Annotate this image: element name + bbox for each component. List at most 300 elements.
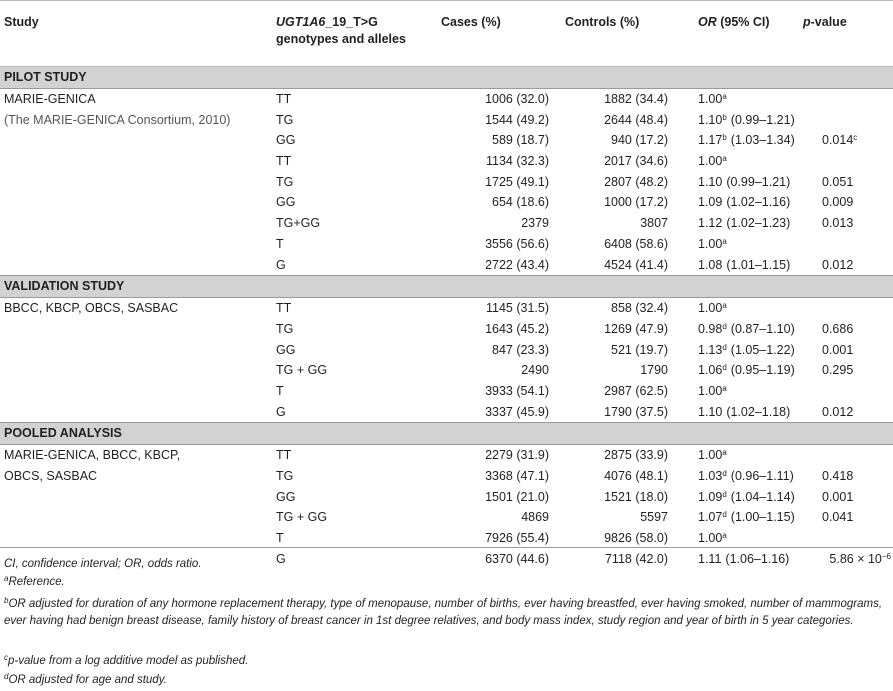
footnote-b-mark: b bbox=[4, 596, 9, 605]
cases-cell bbox=[441, 298, 565, 319]
controls-cell-text: 7118 (42.0) bbox=[604, 551, 668, 566]
or-value: 1.08 bbox=[698, 257, 723, 272]
or-footnote-mark: d bbox=[722, 363, 727, 373]
genotype-cell-text: TT bbox=[276, 301, 292, 316]
study-cell bbox=[0, 402, 276, 423]
controls-cell bbox=[565, 213, 698, 234]
or-cell bbox=[698, 528, 803, 549]
table-row bbox=[0, 89, 893, 110]
cases-cell-text: 1134 (32.3) bbox=[485, 154, 549, 169]
genotype-cell-text: G bbox=[276, 257, 286, 272]
pvalue-cell bbox=[803, 445, 893, 466]
cases-cell bbox=[441, 402, 565, 423]
footnote-c-mark: c bbox=[4, 653, 8, 662]
footnote-b-text: OR adjusted for duration of any hormone replacement therapy, type of menopause, number of births, ever having breastfed, ever having smoked, number of mammograms, ever having had benign breast disease, family history of breast cancer in 1st degree relatives, and body mass index, study region and year of birth in 5 year categories. bbox=[4, 598, 883, 627]
study-cell bbox=[0, 234, 276, 255]
controls-cell bbox=[565, 151, 698, 172]
study-cell bbox=[0, 255, 276, 276]
genotype-cell bbox=[276, 381, 441, 402]
pvalue-text: 0.051 bbox=[822, 174, 854, 189]
footnote-abbrev-text: CI, confidence interval; OR, odds ratio. bbox=[4, 558, 202, 570]
study-cell bbox=[0, 172, 276, 193]
or-cell bbox=[698, 360, 803, 381]
genotype-cell bbox=[276, 360, 441, 381]
controls-cell bbox=[565, 192, 698, 213]
genotype-cell-text: G bbox=[276, 551, 286, 566]
value-label: -value bbox=[810, 15, 847, 29]
pvalue-cell bbox=[803, 172, 893, 193]
ci-value: (0.87–1.10) bbox=[730, 321, 795, 336]
footnote-d-text: OR adjusted for age and study. bbox=[8, 674, 167, 686]
or-footnote-mark: a bbox=[722, 531, 727, 541]
study-cell bbox=[0, 487, 276, 508]
cases-cell-text: 3556 (56.6) bbox=[485, 236, 549, 251]
or-footnote-mark: d bbox=[722, 342, 727, 352]
controls-cell-text: 1521 (18.0) bbox=[604, 489, 668, 504]
cases-cell-text: 2379 bbox=[521, 216, 549, 231]
table-row bbox=[0, 360, 893, 381]
or-cell bbox=[698, 507, 803, 528]
or-cell bbox=[698, 192, 803, 213]
or-footnote-mark: b bbox=[722, 112, 727, 122]
or-value: 1.09 bbox=[698, 195, 723, 210]
table-row bbox=[0, 255, 893, 276]
genotype-cell bbox=[276, 213, 441, 234]
or-value: 1.11 bbox=[698, 551, 722, 566]
controls-cell bbox=[565, 172, 698, 193]
genotype-cell bbox=[276, 130, 441, 151]
pvalue-cell bbox=[803, 487, 893, 508]
ci-value: (1.04–1.14) bbox=[730, 489, 795, 504]
controls-cell bbox=[565, 298, 698, 319]
study-cell bbox=[0, 298, 276, 319]
controls-cell-text: 1790 (37.5) bbox=[604, 404, 668, 419]
study-cell bbox=[0, 110, 276, 131]
pvalue-cell bbox=[803, 298, 893, 319]
controls-cell-text: 521 (19.7) bbox=[611, 342, 668, 357]
pvalue-text: 0.012 bbox=[822, 404, 854, 419]
footnote-a-text: Reference. bbox=[8, 576, 65, 588]
table-row bbox=[0, 151, 893, 172]
study-cell-text: MARIE-GENICA bbox=[4, 92, 96, 106]
table-row bbox=[0, 381, 893, 402]
cases-cell bbox=[441, 319, 565, 340]
genotype-cell-text: G bbox=[276, 404, 286, 419]
table-row bbox=[0, 192, 893, 213]
or-value: 1.00 bbox=[698, 236, 723, 251]
or-value: 1.00 bbox=[698, 531, 723, 546]
controls-cell bbox=[565, 89, 698, 110]
pvalue-text: 5.86 × 10 bbox=[829, 551, 882, 566]
pvalue-cell bbox=[803, 151, 893, 172]
or-footnote-mark: b bbox=[722, 133, 727, 143]
controls-cell-text: 3807 bbox=[640, 216, 668, 231]
ci-value: (1.02–1.23) bbox=[726, 216, 791, 231]
ci-value: (0.95–1.19) bbox=[730, 363, 795, 378]
controls-cell-text: 940 (17.2) bbox=[611, 133, 668, 148]
or-value: 1.09 bbox=[698, 489, 723, 504]
footnote-c bbox=[4, 654, 888, 669]
ci-value: (0.96–1.11) bbox=[730, 469, 794, 483]
genotype-cell-text: T bbox=[276, 383, 284, 398]
or-value: 1.03 bbox=[698, 469, 723, 483]
controls-cell bbox=[565, 487, 698, 508]
genotype-cell-text: TG bbox=[276, 174, 294, 189]
header-pvalue bbox=[803, 1, 893, 67]
controls-cell-text: 2644 (48.4) bbox=[604, 112, 668, 127]
cases-cell-text: 2490 bbox=[521, 363, 549, 378]
or-cell bbox=[698, 319, 803, 340]
cases-cell-text: 3933 (54.1) bbox=[485, 383, 549, 398]
gene-name: UGT1A6 bbox=[276, 15, 326, 29]
table-row bbox=[0, 528, 893, 549]
or-value: 0.98 bbox=[698, 321, 723, 336]
pvalue-text: 0.686 bbox=[822, 321, 854, 336]
controls-cell bbox=[565, 466, 698, 487]
pvalue-text: 0.001 bbox=[822, 489, 854, 504]
or-value: 1.00 bbox=[698, 383, 723, 398]
study-cell bbox=[0, 360, 276, 381]
pvalue-text: 0.001 bbox=[822, 342, 854, 357]
pvalue-footnote-mark: c bbox=[853, 133, 858, 143]
cases-cell-text: 654 (18.6) bbox=[492, 195, 549, 210]
cases-cell-text: 1006 (32.0) bbox=[485, 92, 549, 106]
or-footnote-mark: a bbox=[722, 92, 727, 101]
table-row bbox=[0, 319, 893, 340]
pvalue-cell bbox=[803, 340, 893, 361]
cases-cell bbox=[441, 445, 565, 466]
pvalue-cell bbox=[803, 402, 893, 423]
or-cell bbox=[698, 445, 803, 466]
table-row bbox=[0, 402, 893, 423]
controls-cell-text: 2017 (34.6) bbox=[604, 154, 668, 169]
pvalue-cell bbox=[803, 255, 893, 276]
genotype-cell-text: TG bbox=[276, 469, 294, 483]
or-footnote-mark: a bbox=[722, 301, 727, 311]
genotype-cell-text: T bbox=[276, 236, 284, 251]
footnote-d-mark: d bbox=[4, 672, 9, 681]
genotype-cell bbox=[276, 151, 441, 172]
or-cell bbox=[698, 487, 803, 508]
genotype-cell bbox=[276, 466, 441, 487]
or-value: 1.00 bbox=[698, 92, 723, 106]
controls-cell bbox=[565, 234, 698, 255]
pvalue-footnote-mark: −6 bbox=[881, 551, 891, 561]
or-footnote-mark: d bbox=[722, 510, 727, 520]
study-cell bbox=[0, 466, 276, 487]
pvalue-cell bbox=[803, 360, 893, 381]
or-value: 1.00 bbox=[698, 448, 723, 463]
controls-cell bbox=[565, 110, 698, 131]
pvalue-text: 0.295 bbox=[822, 363, 854, 378]
genotype-cell bbox=[276, 445, 441, 466]
cases-cell-text: 1725 (49.1) bbox=[485, 174, 549, 189]
or-label: OR bbox=[698, 15, 717, 29]
or-footnote-mark: d bbox=[722, 469, 727, 478]
footnote-c-text: p-value from a log additive model as published. bbox=[8, 655, 249, 667]
or-value: 1.13 bbox=[698, 342, 723, 357]
header-genotypes bbox=[276, 1, 441, 67]
section-title: VALIDATION STUDY bbox=[0, 276, 893, 298]
header-cases: Cases (%) bbox=[441, 1, 565, 67]
controls-cell-text: 4076 (48.1) bbox=[604, 469, 668, 483]
genotype-cell-text: TT bbox=[276, 92, 292, 106]
cases-cell bbox=[441, 89, 565, 110]
genotype-cell-text: GG bbox=[276, 489, 296, 504]
table-row bbox=[0, 507, 893, 528]
or-cell bbox=[698, 213, 803, 234]
or-footnote-mark: a bbox=[722, 236, 727, 246]
or-footnote-mark: d bbox=[722, 321, 727, 331]
ci-label: (95% CI) bbox=[716, 15, 770, 29]
section-title: PILOT STUDY bbox=[0, 67, 893, 89]
controls-cell bbox=[565, 340, 698, 361]
controls-cell-text: 2875 (33.9) bbox=[604, 448, 668, 463]
study-cell bbox=[0, 89, 276, 110]
cases-cell bbox=[441, 255, 565, 276]
controls-cell-text: 9826 (58.0) bbox=[604, 531, 668, 546]
or-value: 1.10 bbox=[698, 174, 723, 189]
genotype-cell bbox=[276, 89, 441, 110]
table-bottom-rule bbox=[0, 547, 893, 548]
genotype-cell-text: TG+GG bbox=[276, 216, 321, 231]
table-row bbox=[0, 110, 893, 131]
cases-cell bbox=[441, 507, 565, 528]
controls-cell-text: 1269 (47.9) bbox=[604, 321, 668, 336]
genotype-cell bbox=[276, 298, 441, 319]
controls-cell-text: 1790 bbox=[640, 363, 668, 378]
cases-cell bbox=[441, 360, 565, 381]
genotype-cell bbox=[276, 192, 441, 213]
section-title: POOLED ANALYSIS bbox=[0, 423, 893, 445]
ci-value: (1.03–1.34) bbox=[730, 133, 795, 148]
or-value: 1.12 bbox=[698, 216, 723, 231]
variant-name: _19_T>G bbox=[325, 15, 378, 29]
cases-cell-text: 589 (18.7) bbox=[492, 133, 549, 148]
or-cell bbox=[698, 381, 803, 402]
header-study: Study bbox=[0, 1, 276, 67]
or-footnote-mark: d bbox=[722, 489, 727, 499]
controls-cell bbox=[565, 445, 698, 466]
pvalue-cell bbox=[803, 213, 893, 234]
pvalue-text: 0.014 bbox=[822, 133, 854, 148]
controls-cell-text: 858 (32.4) bbox=[611, 301, 668, 316]
header-or bbox=[698, 1, 803, 67]
cases-cell bbox=[441, 110, 565, 131]
pvalue-cell bbox=[803, 192, 893, 213]
or-cell bbox=[698, 172, 803, 193]
pvalue-cell bbox=[803, 319, 893, 340]
controls-cell bbox=[565, 528, 698, 549]
ci-value: (0.99–1.21) bbox=[730, 112, 795, 127]
study-cell-text: BBCC, KBCP, OBCS, SASBAC bbox=[4, 301, 179, 316]
cases-cell bbox=[441, 466, 565, 487]
or-value: 1.00 bbox=[698, 154, 723, 169]
controls-cell bbox=[565, 507, 698, 528]
genotype-cell bbox=[276, 340, 441, 361]
cases-cell-text: 4869 bbox=[521, 510, 549, 525]
controls-cell-text: 1882 (34.4) bbox=[604, 92, 668, 106]
or-footnote-mark: a bbox=[722, 383, 727, 393]
genotype-cell-text: TT bbox=[276, 154, 292, 169]
cases-cell-text: 1145 (31.5) bbox=[485, 301, 549, 316]
cases-cell bbox=[441, 340, 565, 361]
pvalue-cell bbox=[803, 466, 893, 487]
cases-cell-text: 6370 (44.6) bbox=[485, 551, 549, 566]
study-cell bbox=[0, 340, 276, 361]
section-header-row bbox=[0, 276, 893, 298]
genotype-cell bbox=[276, 255, 441, 276]
genotype-cell-text: TG bbox=[276, 321, 294, 336]
ci-value: (1.01–1.15) bbox=[726, 257, 791, 272]
footnote-a-mark: a bbox=[4, 574, 9, 583]
pvalue-cell bbox=[803, 130, 893, 151]
study-cell bbox=[0, 130, 276, 151]
or-cell bbox=[698, 110, 803, 131]
footnote-b bbox=[4, 596, 888, 629]
table-row bbox=[0, 340, 893, 361]
or-value: 1.00 bbox=[698, 301, 723, 316]
pvalue-cell bbox=[803, 507, 893, 528]
cases-cell bbox=[441, 234, 565, 255]
genotype-cell-text: GG bbox=[276, 342, 296, 357]
cases-cell bbox=[441, 213, 565, 234]
cases-cell bbox=[441, 192, 565, 213]
cases-cell-text: 1501 (21.0) bbox=[485, 489, 549, 504]
cases-cell-text: 1544 (49.2) bbox=[485, 112, 549, 127]
genotypes-label: genotypes and alleles bbox=[276, 32, 406, 46]
controls-cell bbox=[565, 319, 698, 340]
study-cell bbox=[0, 192, 276, 213]
table-row bbox=[0, 298, 893, 319]
table-row bbox=[0, 172, 893, 193]
or-cell bbox=[698, 234, 803, 255]
genotype-cell-text: TG + GG bbox=[276, 363, 328, 378]
study-cell bbox=[0, 319, 276, 340]
table-row bbox=[0, 130, 893, 151]
controls-cell bbox=[565, 360, 698, 381]
ci-value: (1.05–1.22) bbox=[730, 342, 795, 357]
pvalue-cell bbox=[803, 89, 893, 110]
study-cell bbox=[0, 445, 276, 466]
cases-cell bbox=[441, 151, 565, 172]
study-cell bbox=[0, 213, 276, 234]
table-row bbox=[0, 466, 893, 487]
genotype-cell bbox=[276, 319, 441, 340]
genotype-cell-text: TG + GG bbox=[276, 510, 328, 525]
cases-cell-text: 2279 (31.9) bbox=[485, 448, 549, 463]
ci-value: (1.02–1.18) bbox=[726, 404, 791, 419]
ci-value: (1.06–1.16) bbox=[725, 551, 790, 566]
pvalue-text: 0.041 bbox=[822, 510, 854, 525]
cases-cell bbox=[441, 487, 565, 508]
cases-cell-text: 2722 (43.4) bbox=[485, 257, 549, 272]
genotype-cell bbox=[276, 487, 441, 508]
or-cell bbox=[698, 255, 803, 276]
genotype-cell-text: GG bbox=[276, 133, 296, 148]
controls-cell-text: 6408 (58.6) bbox=[604, 236, 668, 251]
pvalue-cell bbox=[803, 381, 893, 402]
table-row bbox=[0, 234, 893, 255]
p-label: p bbox=[803, 15, 811, 29]
study-cell bbox=[0, 528, 276, 549]
genotype-cell bbox=[276, 402, 441, 423]
cases-cell-text: 847 (23.3) bbox=[492, 342, 549, 357]
ci-value: (0.99–1.21) bbox=[726, 174, 791, 189]
cases-cell bbox=[441, 130, 565, 151]
header-row bbox=[0, 1, 893, 67]
or-cell bbox=[698, 466, 803, 487]
or-value: 1.10 bbox=[698, 112, 723, 127]
pvalue-cell bbox=[803, 234, 893, 255]
study-cell bbox=[0, 381, 276, 402]
or-cell bbox=[698, 151, 803, 172]
or-footnote-mark: a bbox=[722, 448, 727, 458]
genotype-cell-text: TG bbox=[276, 112, 294, 127]
controls-cell-text: 4524 (41.4) bbox=[604, 257, 668, 272]
pvalue-cell bbox=[803, 110, 893, 131]
or-footnote-mark: a bbox=[722, 154, 727, 164]
cases-cell-text: 1643 (45.2) bbox=[485, 321, 549, 336]
genotype-cell bbox=[276, 507, 441, 528]
genotype-cell bbox=[276, 234, 441, 255]
study-cell-text: (The MARIE-GENICA Consortium, 2010) bbox=[4, 112, 231, 127]
genotype-cell-text: GG bbox=[276, 195, 296, 210]
section-header-row bbox=[0, 423, 893, 445]
genotype-cell bbox=[276, 528, 441, 549]
or-value: 1.10 bbox=[698, 404, 723, 419]
footnote-a bbox=[4, 575, 888, 590]
controls-cell bbox=[565, 255, 698, 276]
genotype-cell bbox=[276, 172, 441, 193]
cases-cell bbox=[441, 528, 565, 549]
study-cell bbox=[0, 151, 276, 172]
controls-cell-text: 2987 (62.5) bbox=[604, 383, 668, 398]
cases-cell-text: 7926 (55.4) bbox=[485, 531, 549, 546]
study-cell-text: MARIE-GENICA, BBCC, KBCP, bbox=[4, 448, 181, 463]
pvalue-text: 0.012 bbox=[822, 257, 854, 272]
section-header-row bbox=[0, 67, 893, 89]
header-controls: Controls (%) bbox=[565, 1, 698, 67]
or-value: 1.06 bbox=[698, 363, 723, 378]
or-cell bbox=[698, 298, 803, 319]
or-cell bbox=[698, 89, 803, 110]
controls-cell-text: 5597 bbox=[640, 510, 668, 525]
genotype-cell-text: T bbox=[276, 531, 284, 546]
ci-value: (1.02–1.16) bbox=[726, 195, 791, 210]
controls-cell bbox=[565, 402, 698, 423]
table-body bbox=[0, 67, 893, 570]
ci-value: (1.00–1.15) bbox=[730, 510, 795, 525]
controls-cell-text: 2807 (48.2) bbox=[604, 174, 668, 189]
cases-cell bbox=[441, 172, 565, 193]
pvalue-text: 0.009 bbox=[822, 195, 854, 210]
or-value: 1.07 bbox=[698, 510, 723, 525]
genotype-cell-text: TT bbox=[276, 448, 292, 463]
table-row bbox=[0, 213, 893, 234]
study-cell-text: OBCS, SASBAC bbox=[4, 469, 98, 483]
or-cell bbox=[698, 340, 803, 361]
table-row bbox=[0, 445, 893, 466]
footnote-d bbox=[4, 673, 888, 688]
controls-cell bbox=[565, 130, 698, 151]
or-value: 1.17 bbox=[698, 133, 723, 148]
controls-cell bbox=[565, 381, 698, 402]
study-cell bbox=[0, 507, 276, 528]
or-cell bbox=[698, 402, 803, 423]
controls-cell-text: 1000 (17.2) bbox=[604, 195, 668, 210]
cases-cell bbox=[441, 381, 565, 402]
